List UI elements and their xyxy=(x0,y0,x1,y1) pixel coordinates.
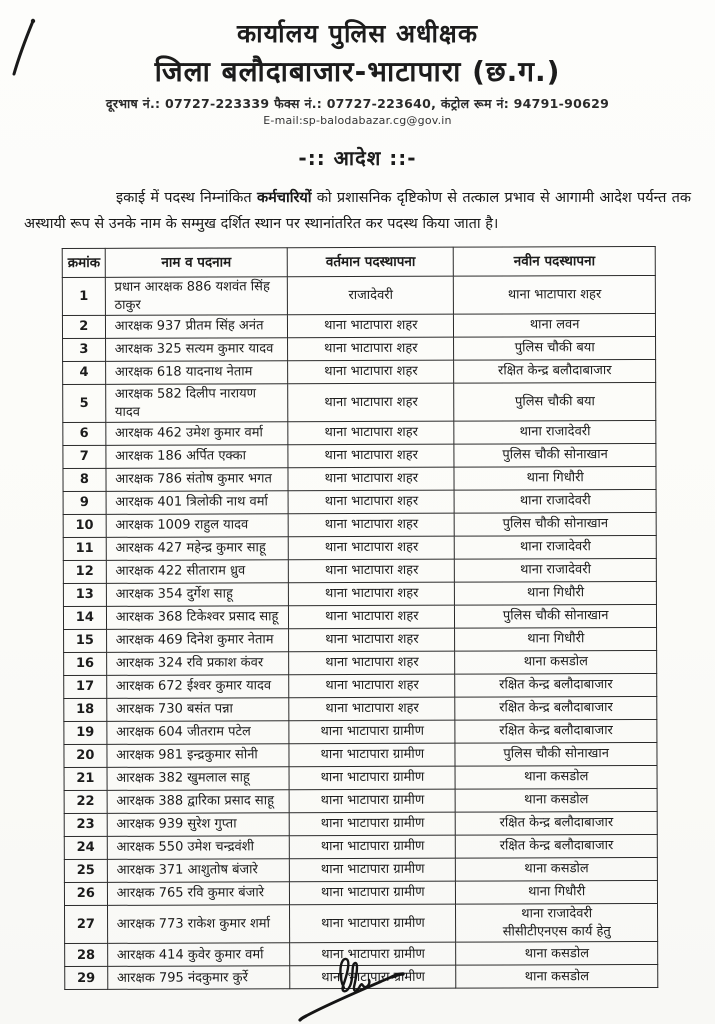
serial-cell: 10 xyxy=(63,514,106,537)
letterhead xyxy=(0,16,715,127)
new-posting-cell: रक्षित केन्द्र बलौदाबाजार xyxy=(455,696,657,720)
table-row xyxy=(64,696,657,721)
serial-cell: 26 xyxy=(64,882,107,905)
name-cell: आरक्षक 1009 राहुल यादव xyxy=(106,514,289,538)
serial-cell: 2 xyxy=(62,315,105,338)
new-posting-cell: थाना राजादेवरी xyxy=(455,558,657,582)
serial-cell: 8 xyxy=(63,468,106,491)
current-posting-cell: थाना भाटापारा ग्रामीण xyxy=(289,743,455,767)
current-posting-cell: थाना भाटापारा शहर xyxy=(288,490,454,514)
header-new-posting: नवीन पदस्थापना xyxy=(454,246,656,276)
serial-cell: 18 xyxy=(64,698,107,721)
current-posting-cell: थाना भाटापारा शहर xyxy=(289,536,455,560)
name-cell: आरक्षक 354 दुर्गेश साहू xyxy=(106,583,289,607)
current-posting-cell: राजादेवरी xyxy=(288,276,454,315)
new-posting-cell: थाना गिधौरी xyxy=(455,581,657,605)
contact-numbers: दूरभाष नं.: 07727-223339 फैक्स नं.: 07727-223640, कंट्रोल रूम नं: 94791-90629 xyxy=(105,96,610,111)
name-cell: आरक्षक 672 ईश्वर कुमार यादव xyxy=(106,675,289,699)
current-posting-cell: थाना भाटापारा शहर xyxy=(288,513,454,537)
table-row xyxy=(64,811,657,836)
serial-cell: 16 xyxy=(64,652,107,675)
new-posting-cell: थाना कसडोल xyxy=(456,964,658,988)
serial-cell: 27 xyxy=(65,905,108,943)
serial-cell: 14 xyxy=(63,606,106,629)
transfer-order-table xyxy=(62,246,659,990)
current-posting-cell: थाना भाटापारा ग्रामीण xyxy=(289,789,455,813)
current-posting-cell: थाना भाटापारा शहर xyxy=(288,383,454,422)
office-name: कार्यालय पुलिस अधीक्षक xyxy=(236,19,479,48)
current-posting-cell: थाना भाटापारा ग्रामीण xyxy=(290,904,456,943)
name-cell: आरक्षक 414 कुवेर कुमार वर्मा xyxy=(107,943,290,967)
header-name: नाम व पदनाम xyxy=(105,247,288,277)
order-intro-paragraph xyxy=(24,186,691,238)
table-row xyxy=(63,443,656,468)
current-posting-cell: थाना भाटापारा ग्रामीण xyxy=(289,720,455,744)
new-posting-cell: रक्षित केन्द्र बलौदाबाजार xyxy=(455,673,657,697)
serial-cell: 25 xyxy=(64,859,107,882)
serial-cell: 1 xyxy=(62,277,105,315)
new-posting-cell: पुलिस चौकी सोनाखान xyxy=(455,742,657,766)
name-cell: आरक्षक 388 द्वारिका प्रसाद साहू xyxy=(107,790,290,814)
table-body xyxy=(62,275,657,989)
header-current-posting: वर्तमान पदस्थापना xyxy=(288,247,454,277)
table-row xyxy=(65,903,658,943)
new-posting-cell: पुलिस चौकी बया xyxy=(454,382,656,421)
signature-scribble xyxy=(288,950,428,1024)
name-cell: आरक्षक 324 रवि प्रकाश कंवर xyxy=(106,652,289,676)
name-cell: आरक्षक 382 खुमलाल साहू xyxy=(107,767,290,791)
new-posting-cell: पुलिस चौकी सोनाखान xyxy=(454,512,656,536)
table-row xyxy=(63,535,656,560)
current-posting-cell: थाना भाटापारा शहर xyxy=(289,674,455,698)
name-cell: आरक्षक 401 त्रिलोकी नाथ वर्मा xyxy=(106,491,289,515)
name-cell: आरक्षक 582 दिलीप नारायण यादव xyxy=(105,383,288,422)
serial-cell: 7 xyxy=(63,445,106,468)
name-cell: आरक्षक 427 महेन्द्र कुमार साहू xyxy=(106,537,289,561)
table-row xyxy=(64,765,657,790)
serial-cell: 19 xyxy=(64,721,107,744)
name-cell: आरक्षक 937 प्रीतम सिंह अनंत xyxy=(105,314,288,338)
table-row xyxy=(62,313,655,338)
name-cell: आरक्षक 469 दिनेश कुमार नेताम xyxy=(106,629,289,653)
serial-cell: 24 xyxy=(64,836,107,859)
current-posting-cell: थाना भाटापारा शहर xyxy=(289,628,455,652)
table-row xyxy=(64,834,657,859)
serial-cell: 5 xyxy=(63,384,106,422)
table-row xyxy=(64,650,657,675)
current-posting-cell: थाना भाटापारा ग्रामीण xyxy=(289,766,455,790)
header-serial: क्रमांक xyxy=(62,248,105,277)
name-cell: आरक्षक 550 उमेश चन्द्रवंशी xyxy=(107,836,290,860)
serial-cell: 12 xyxy=(63,560,106,583)
current-posting-cell: थाना भाटापारा ग्रामीण xyxy=(290,881,456,905)
table-row xyxy=(63,512,656,537)
table-row xyxy=(63,466,656,491)
new-posting-cell: थाना गिधौरी xyxy=(454,466,656,490)
serial-cell: 20 xyxy=(64,744,107,767)
new-posting-cell: थाना गिधौरी xyxy=(455,627,657,651)
name-cell: आरक्षक 371 आशुतोष बंजारे xyxy=(107,859,290,883)
current-posting-cell: थाना भाटापारा ग्रामीण xyxy=(290,942,456,966)
current-posting-cell: थाना भाटापारा शहर xyxy=(289,605,455,629)
serial-cell: 22 xyxy=(64,790,107,813)
new-posting-cell: थाना भाटापारा शहर xyxy=(454,275,656,314)
name-cell: आरक्षक 773 राकेश कुमार शर्मा xyxy=(107,905,290,944)
table-row xyxy=(64,742,657,767)
name-cell: आरक्षक 422 सीताराम ध्रुव xyxy=(106,560,289,584)
table-row xyxy=(64,857,657,882)
intro-text-start: इकाई में पदस्थ निम्नांकित xyxy=(116,190,257,206)
new-posting-cell: रक्षित केन्द्र बलौदाबाजार xyxy=(455,719,657,743)
table-row xyxy=(64,627,657,652)
table-row xyxy=(63,359,656,384)
current-posting-cell: थाना भाटापारा शहर xyxy=(288,337,454,361)
current-posting-cell: थाना भाटापारा शहर xyxy=(288,444,454,468)
new-posting-cell: थाना कसडोल xyxy=(455,788,657,812)
name-cell: आरक्षक 795 नंदकुमार कुर्रे xyxy=(107,966,290,990)
current-posting-cell: थाना भाटापारा ग्रामीण xyxy=(290,965,456,989)
new-posting-cell: थाना राजादेवरी xyxy=(454,489,656,513)
district-name: जिला बलौदाबाजार-भाटापारा (छ.ग.) xyxy=(154,55,561,88)
current-posting-cell: थाना भाटापारा ग्रामीण xyxy=(290,835,456,859)
new-posting-cell: थाना कसडोल xyxy=(455,765,657,789)
new-posting-cell: थाना राजादेवरी सीसीटीएनएस कार्य हेतु xyxy=(456,903,658,942)
table-row xyxy=(63,420,656,445)
name-cell: आरक्षक 462 उमेश कुमार वर्मा xyxy=(106,422,289,446)
table-row xyxy=(63,581,656,606)
table-header-row xyxy=(62,246,655,277)
serial-cell: 9 xyxy=(63,491,106,514)
serial-cell: 17 xyxy=(64,675,107,698)
handwritten-slash-mark xyxy=(8,16,40,82)
table-row xyxy=(62,275,655,315)
current-posting-cell: थाना भाटापारा ग्रामीण xyxy=(290,858,456,882)
name-cell: आरक्षक 618 यादनाथ नेताम xyxy=(105,360,288,384)
new-posting-cell: थाना राजादेवरी xyxy=(455,535,657,559)
table-row xyxy=(64,719,657,744)
new-posting-cell: पुलिस चौकी सोनाखान xyxy=(455,604,657,628)
email-address: E-mail:sp-balodabazar.cg@gov.in xyxy=(263,114,452,127)
serial-cell: 28 xyxy=(65,943,108,966)
new-posting-cell: थाना लवन xyxy=(454,313,656,337)
serial-cell: 21 xyxy=(64,767,107,790)
serial-cell: 23 xyxy=(64,813,107,836)
current-posting-cell: थाना भाटापारा शहर xyxy=(289,559,455,583)
serial-cell: 15 xyxy=(64,629,107,652)
new-posting-cell: रक्षित केन्द्र बलौदाबाजार xyxy=(454,359,656,383)
current-posting-cell: थाना भाटापारा शहर xyxy=(289,582,455,606)
name-cell: आरक्षक 325 सत्यम कुमार यादव xyxy=(105,337,288,361)
current-posting-cell: थाना भाटापारा शहर xyxy=(288,314,454,338)
table-row xyxy=(63,604,656,629)
new-posting-cell: थाना कसडोल xyxy=(456,857,658,881)
table-row xyxy=(63,336,656,361)
current-posting-cell: थाना भाटापारा शहर xyxy=(289,651,455,675)
name-cell: आरक्षक 765 रवि कुमार बंजारे xyxy=(107,882,290,906)
serial-cell: 29 xyxy=(65,966,108,989)
intro-text-end: को प्रशासनिक दृष्टिकोण से तत्काल प्रभाव से आगामी आदेश पर्यन्त तक अस्थायी रूप से उनके नाम के सम्मुख दर्शित स्थान पर स्थानांतरित कर पदस्थ किया जाता है। xyxy=(24,190,691,232)
table-row xyxy=(63,382,656,422)
serial-cell: 4 xyxy=(63,361,106,384)
new-posting-cell: थाना कसडोल xyxy=(455,650,657,674)
table-row xyxy=(64,880,657,905)
name-cell: आरक्षक 786 संतोष कुमार भगत xyxy=(106,468,289,492)
serial-cell: 6 xyxy=(63,422,106,445)
current-posting-cell: थाना भाटापारा ग्रामीण xyxy=(290,812,456,836)
current-posting-cell: थाना भाटापारा शहर xyxy=(288,360,454,384)
name-cell: आरक्षक 730 बसंत पन्ना xyxy=(106,698,289,722)
name-cell: आरक्षक 186 अर्पित एक्का xyxy=(106,445,289,469)
new-posting-cell: पुलिस चौकी सोनाखान xyxy=(454,443,656,467)
name-cell: प्रधान आरक्षक 886 यशवंत सिंह ठाकुर xyxy=(105,276,288,315)
new-posting-cell: पुलिस चौकी बया xyxy=(454,336,656,360)
new-posting-cell: थाना कसडोल xyxy=(456,941,658,965)
new-posting-cell: थाना गिधौरी xyxy=(456,880,658,904)
name-cell: आरक्षक 604 जीतराम पटेल xyxy=(107,721,290,745)
order-title: -:: आदेश ::- xyxy=(298,146,417,170)
name-cell: आरक्षक 939 सुरेश गुप्ता xyxy=(107,813,290,837)
serial-cell: 3 xyxy=(63,338,106,361)
table-row xyxy=(64,673,657,698)
table-row xyxy=(63,558,656,583)
new-posting-cell: थाना राजादेवरी xyxy=(454,420,656,444)
current-posting-cell: थाना भाटापारा शहर xyxy=(289,697,455,721)
new-posting-cell: रक्षित केन्द्र बलौदाबाजार xyxy=(456,811,658,835)
name-cell: आरक्षक 981 इन्द्रकुमार सोनी xyxy=(107,744,290,768)
intro-bold-word: कर्मचारियों xyxy=(256,190,312,206)
new-posting-cell: रक्षित केन्द्र बलौदाबाजार xyxy=(456,834,658,858)
name-cell: आरक्षक 368 टिकेश्वर प्रसाद साहू xyxy=(106,606,289,630)
serial-cell: 11 xyxy=(63,537,106,560)
serial-cell: 13 xyxy=(63,583,106,606)
table-row xyxy=(64,788,657,813)
table-row xyxy=(63,489,656,514)
current-posting-cell: थाना भाटापारा शहर xyxy=(288,421,454,445)
current-posting-cell: थाना भाटापारा शहर xyxy=(288,467,454,491)
